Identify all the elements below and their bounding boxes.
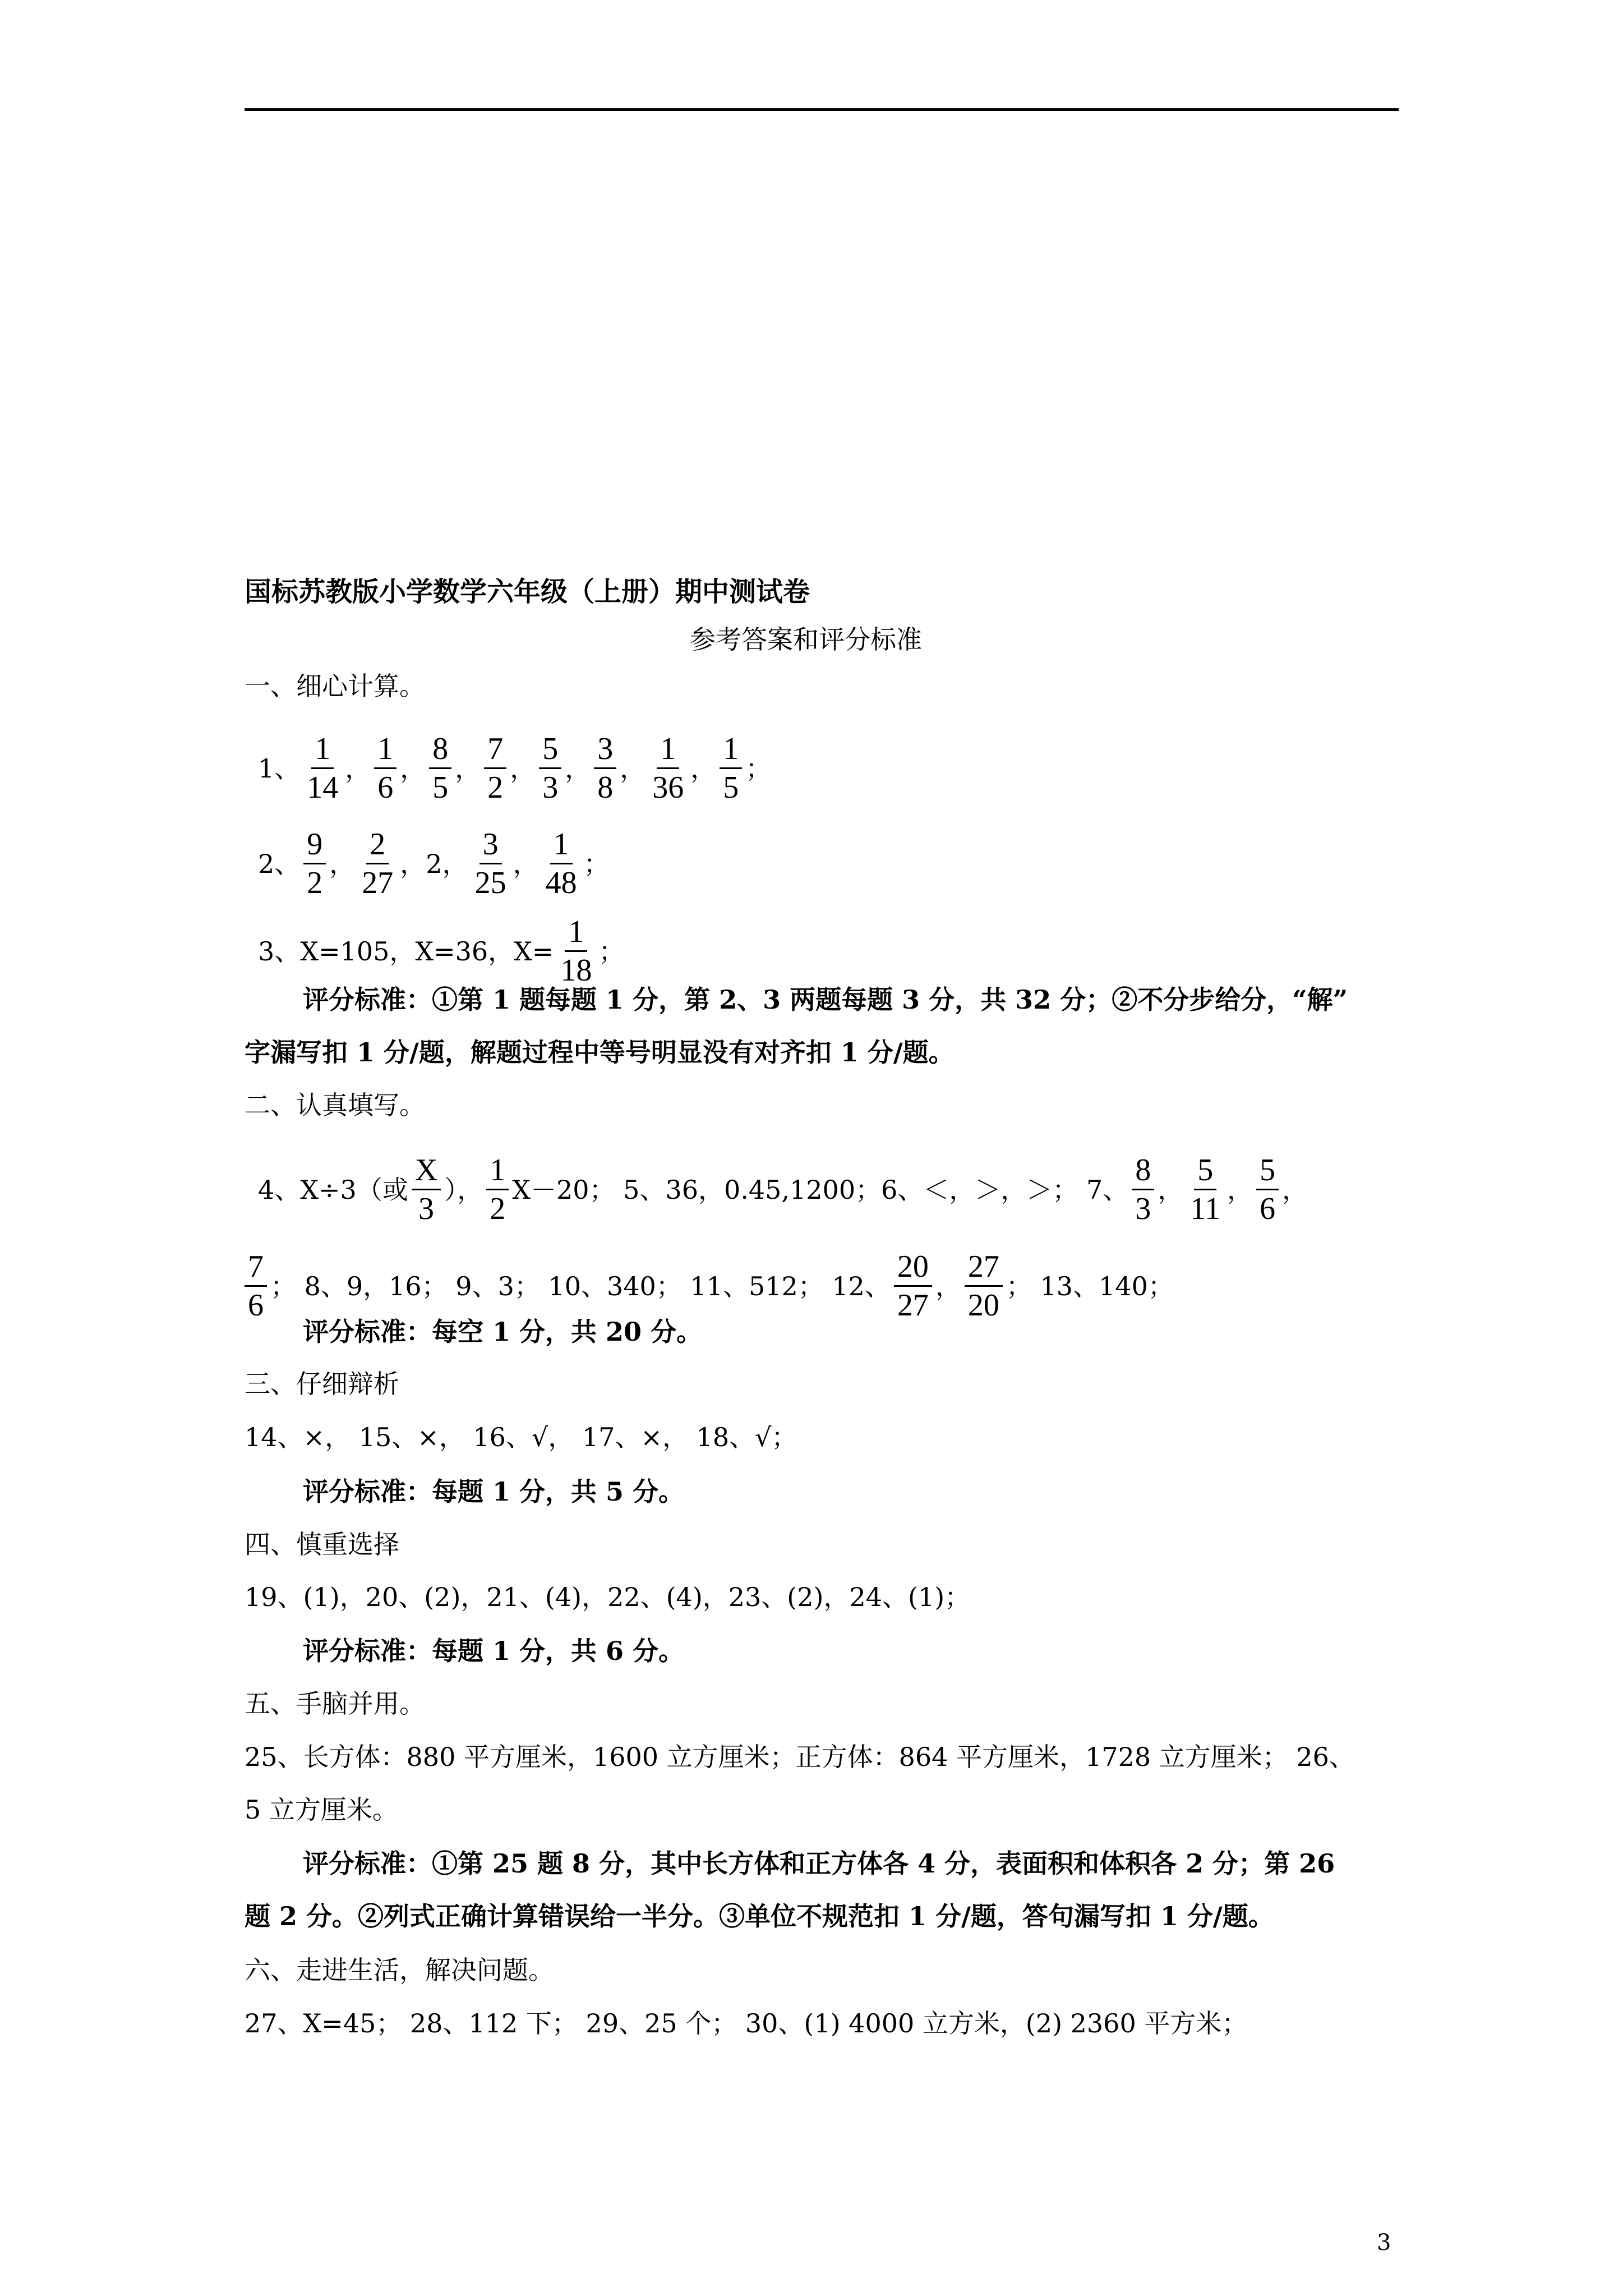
q1-label: 1、 (258, 753, 301, 784)
fraction: $\frac{5}{6}$ (1256, 1152, 1279, 1227)
q8-line: $\frac{7}{6}$ ； 8、9，16； 9、3； 10、340； 11、512； 12、 $\frac{20}{27}$ ， $\frac{27}{20}$ ； 13、140； (245, 1248, 1174, 1324)
fraction: $\frac{3}{25}$ (474, 827, 506, 900)
fraction: $\frac{1}{36}$ (652, 731, 684, 805)
q4-text-post: X－20； 5、36，0.45,1200；6、＜，＞，＞； 7、 (512, 1174, 1129, 1205)
fraction: $\frac{8}{3}$ (1132, 1152, 1154, 1227)
header-rule (245, 108, 1399, 111)
section4-heading: 四、慎重选择 (245, 1529, 399, 1559)
section5-answers-1: 25、长方体：880 平方厘米，1600 立方厘米；正方体：864 平方厘米，1728 立方厘米； 26、 (245, 1742, 1355, 1772)
section6-answers: 27、X=45； 28、112 下； 29、25 个； 30、(1) 4000 立方米，(2) 2360 平方米； (245, 2008, 1248, 2039)
fraction: $\frac{5}{11}$ (1190, 1153, 1221, 1226)
section6-heading: 六、走进生活，解决问题。 (245, 1955, 554, 1985)
q1-line: 1、 $\frac{1}{14}$ ， $\frac{1}{6}$ ， $\frac{8}{5}$ ， $\frac{7}{2}$ ， $\frac{5}{3}$ ， $\frac{3}{8}$ ， $\frac{1}{36}$ ， $\frac{1}{5}$ ； (258, 731, 772, 805)
fraction: $\frac{1}{5}$ (720, 730, 742, 806)
fraction: $\frac{7}{2}$ (484, 730, 506, 806)
section2-criteria: 评分标准：每空 1 分，共 20 分。 (303, 1317, 703, 1347)
q2-label: 2、 (258, 848, 301, 879)
fraction: $\frac{20}{27}$ (894, 1248, 932, 1324)
section3-criteria: 评分标准：每题 1 分，共 5 分。 (303, 1476, 685, 1507)
q4-text: 4、X÷3（或 (258, 1174, 408, 1205)
section5-heading: 五、手脑并用。 (245, 1688, 425, 1719)
q2-line: 2、 $\frac{9}{2}$ ， $\frac{2}{27}$ ， 2 ， $\frac{3}{25}$ ， $\frac{1}{48}$ ； (258, 827, 610, 900)
page-number: 3 (1377, 2230, 1391, 2256)
section1-criteria-1: 评分标准：①第 1 题每题 1 分，第 2、3 两题每题 3 分，共 32 分；②不分步给分，“解” (303, 984, 1348, 1015)
fraction: $\frac{1}{2}$ (486, 1152, 509, 1227)
section3-answers: 14、×， 15、×， 16、√， 17、×， 18、√； (245, 1422, 797, 1452)
q13-text: ； 13、140； (1006, 1271, 1174, 1301)
q2-whole: 2 (426, 848, 442, 879)
fraction: $\frac{8}{5}$ (429, 730, 451, 806)
q8-text: ； 8、9，16； 9、3； 10、340； 11、512； 12、 (270, 1271, 891, 1301)
section5-criteria-1: 评分标准：①第 25 题 8 分，其中长方体和正方体各 4 分，表面积和体积各 2 分；第 26 (303, 1848, 1335, 1879)
fraction: $\frac{7}{6}$ (245, 1248, 267, 1324)
fraction: $\frac{3}{8}$ (594, 730, 616, 806)
fraction: $\frac{27}{20}$ (965, 1248, 1003, 1324)
q4-line: 4、X÷3（或 $\frac{X}{3}$ ）， $\frac{1}{2}$ X－20； 5、36，0.45,1200；6、＜，＞，＞； 7、 $\frac{8}{3}$ ， $\frac{5}{11}$ ， $\frac{5}{6}$ ， (258, 1153, 1308, 1226)
q4-text-mid: ）， (444, 1174, 483, 1205)
section4-answers: 19、(1)，20、(2)，21、(4)，22、(4)，23、(2)，24、(1)； (245, 1582, 971, 1612)
fraction: $\frac{1}{14}$ (307, 731, 339, 805)
section5-answers-2: 5 立方厘米。 (245, 1795, 398, 1825)
fraction: $\frac{X}{3}$ (412, 1152, 441, 1227)
section3-heading: 三、仔细辩析 (245, 1369, 399, 1399)
fraction: $\frac{2}{27}$ (362, 827, 394, 900)
section1-criteria-2: 字漏写扣 1 分/题，解题过程中等号明显没有对齐扣 1 分/题。 (245, 1037, 955, 1068)
fraction: $\frac{5}{3}$ (539, 730, 561, 806)
section2-heading: 二、认真填写。 (245, 1090, 425, 1120)
fraction: $\frac{1}{18}$ (560, 914, 592, 988)
fraction: $\frac{1}{48}$ (545, 827, 577, 900)
q3-line: 3、X=105，X=36，X= $\frac{1}{18}$ ； (258, 914, 625, 988)
fraction: $\frac{9}{2}$ (303, 826, 326, 901)
section4-criteria: 评分标准：每题 1 分，共 6 分。 (303, 1636, 685, 1666)
doc-subtitle: 参考答案和评分标准 (690, 624, 922, 655)
section1-heading: 一、细心计算。 (245, 671, 425, 701)
doc-title: 国标苏教版小学数学六年级（上册）期中测试卷 (245, 576, 810, 608)
fraction: $\frac{1}{6}$ (374, 730, 396, 806)
q3-text: 3、X=105，X=36，X= (258, 936, 554, 967)
section5-criteria-2: 题 2 分。②列式正确计算错误给一半分。③单位不规范扣 1 分/题，答句漏写扣 1 分/题。 (245, 1901, 1274, 1931)
